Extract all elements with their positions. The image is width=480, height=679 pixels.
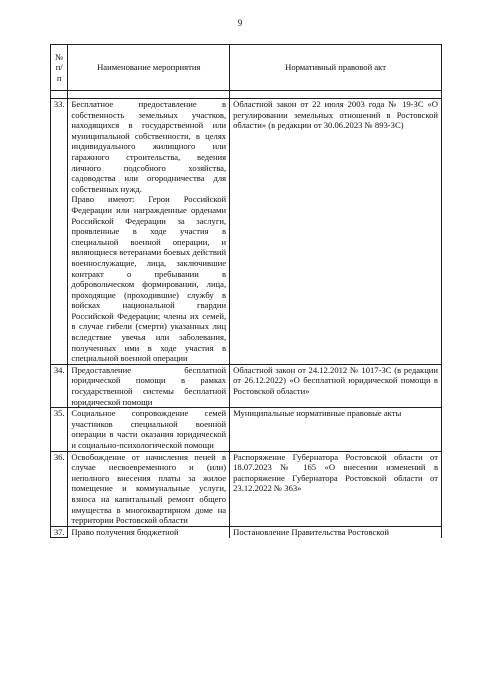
row-measure: Социальное сопровождение семей участников специальной военной операции в части оказания юридической и социально-психологической помощи	[68, 408, 230, 451]
header-number: № п/ п	[51, 45, 68, 91]
row-number: 36.	[51, 451, 68, 526]
row-act: Областной закон от 24.12.2012 № 1017-ЗС (в редакции от 26.12.2022) «О бесплатной юридической помощи в Ростовской области»	[230, 364, 442, 407]
header-measure: Наименование мероприятия	[68, 45, 230, 91]
row-number: 34.	[51, 364, 68, 407]
table-row	[51, 408, 442, 451]
page-number: 9	[237, 18, 243, 28]
header-act: Нормативный правовой акт	[230, 45, 442, 91]
row-number: 37.	[51, 526, 68, 538]
row-act: Муниципальные нормативные правовые акты	[230, 408, 442, 451]
row-measure: Бесплатное предоставление в собственность земельных участков, находящихся в государственной или муниципальной собственности, в целях индивидуального жилищного или гаражного строительства, ведения личного подсобного хозяйства, садоводства или огородничества для собственных нужд. Право имеют: Герои Российской Федерации или награжденные орденами Российской Федерации за заслуги, проявленные в ходе участия в специальной военной операции, и являющиеся ветеранами боевых действий военнослужащие, лица, заключившие контракт о пребывании в добровольческом формировании, лица, проходящие (проходившие) службу в войсках национальной гвардии Российской Федерации; члены их семей, в случае гибели (смерти) указанных лиц вследствие увечья или заболевания, полученных ими в ходе участия в специальной военной операции	[68, 99, 230, 365]
row-act: Областной закон от 22 июля 2003 года № 19-ЗС «О регулировании земельных отношений в Ростовской области» (в редакции от 30.06.2023 № 893-ЗС)	[230, 99, 442, 365]
row-number: 33.	[51, 99, 68, 365]
table-row	[51, 451, 442, 526]
row-number: 35.	[51, 408, 68, 451]
spacer-row	[51, 91, 442, 99]
row-act: Постановление Правительства Ростовской	[230, 526, 442, 538]
row-measure: Освобождение от начисления пеней в случае несвоевременного и (или) неполного внесения платы за жилое помещение и коммунальные услуги, взноса на капитальный ремонт общего имущества в многоквартирном доме на территории Ростовской области	[68, 451, 230, 526]
table-row	[51, 99, 442, 365]
measures-table	[50, 44, 442, 538]
row-act: Распоряжение Губернатора Ростовской области от 18.07.2023 № 165 «О внесении изменений в распоряжение Губернатора Ростовской области от 23.12.2022 № 363»	[230, 451, 442, 526]
table-row	[51, 364, 442, 407]
table-header-row	[51, 45, 442, 91]
row-measure: Право получения бюджетной	[68, 526, 230, 538]
table-row	[51, 526, 442, 538]
row-measure: Предоставление бесплатной юридической помощи в рамках государственной системы бесплатной юридической помощи	[68, 364, 230, 407]
